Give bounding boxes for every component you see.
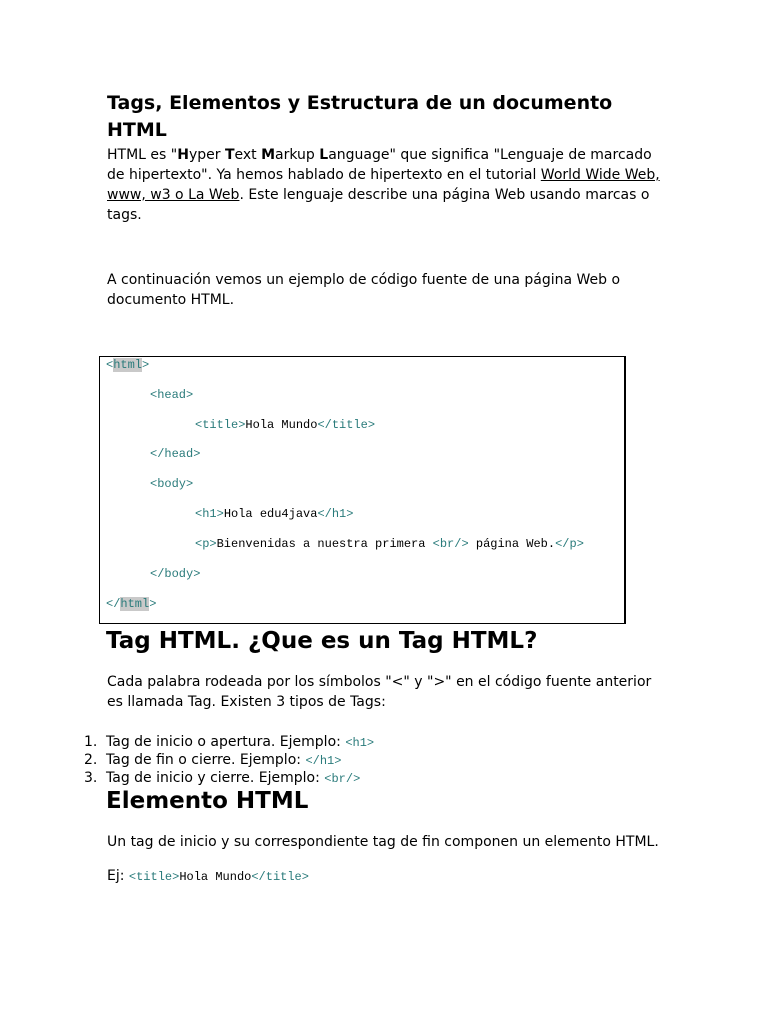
code-line-h1 (195, 507, 353, 521)
code-tag: <body> (150, 477, 194, 491)
code-tag: > (149, 597, 157, 611)
list-code: </h1> (305, 754, 342, 768)
code-line-html-open (106, 358, 149, 372)
intro-paragraph (107, 145, 667, 225)
intro-letter-t: T (224, 147, 235, 163)
tag-types-list (84, 733, 374, 787)
element-example (107, 866, 667, 887)
list-number: 1. (84, 734, 98, 750)
code-tag: </ (106, 597, 121, 611)
intro-text: yper (188, 147, 225, 163)
code-highlight: html (113, 358, 143, 372)
list-code: <h1> (345, 736, 375, 750)
continuation-paragraph: A continuación vemos un ejemplo de código fuente de una página Web o documento HTML. (107, 272, 621, 308)
intro-text: ext (234, 147, 262, 163)
section-heading-elemento-html: Elemento HTML (106, 788, 309, 814)
document-title: Tags, Elementos y Estructura de un documento HTML (107, 92, 613, 141)
code-line-head-open (150, 388, 193, 402)
list-item (84, 733, 374, 751)
list-number: 3. (84, 770, 98, 786)
code-line-body-open (150, 477, 193, 491)
code-tag: <head> (150, 388, 194, 402)
code-tag: </h1> (317, 507, 354, 521)
code-line-p (195, 537, 584, 551)
code-tag: <title> (195, 418, 246, 432)
intro-letter-l: L (319, 147, 329, 163)
example-label: Ej: (107, 868, 129, 884)
intro-text: arkup (275, 147, 320, 163)
code-tag: </head> (150, 447, 201, 461)
code-text: página Web. (468, 537, 556, 551)
code-line-title (195, 418, 375, 432)
code-tag: <h1> (195, 507, 224, 521)
code-line-body-close (150, 567, 200, 581)
intro-letter-m: M (261, 147, 276, 163)
intro-text: HTML es " (107, 147, 178, 163)
code-tag: </p> (555, 537, 584, 551)
code-tag: <p> (195, 537, 217, 551)
code-line-head-close (150, 447, 200, 461)
element-description: Un tag de inicio y su correspondiente tag de fin componen un elemento HTML. (107, 834, 659, 850)
list-number: 2. (84, 752, 98, 768)
code-text: Hola edu4java (223, 507, 318, 521)
code-text: Bienvenidas a nuestra primera (216, 537, 433, 551)
list-item (84, 769, 374, 787)
code-tag: <br/> (432, 537, 469, 551)
code-tag: </body> (150, 567, 201, 581)
list-text: Tag de inicio o apertura. Ejemplo: (106, 734, 346, 750)
code-line-html-close (106, 597, 156, 611)
example-code-text: Hola Mundo (179, 870, 252, 884)
section-heading-tag-html: Tag HTML. ¿Que es un Tag HTML? (106, 628, 538, 654)
list-text: Tag de inicio y cierre. Ejemplo: (106, 770, 325, 786)
tag-description: Cada palabra rodeada por los símbolos "<" y ">" en el código fuente anterior es llamada Tag. Existen 3 tipos de Tags: (107, 674, 652, 710)
list-code: <br/> (324, 772, 361, 786)
code-highlight: html (120, 597, 150, 611)
intro-text: . Este lenguaje describe una página Web usando marcas o tags. (107, 187, 650, 223)
code-tag: </title> (317, 418, 376, 432)
example-code-tag: </title> (251, 870, 309, 884)
example-code-tag: <title> (128, 870, 180, 884)
code-example-box (99, 356, 626, 624)
intro-text: anguage" que significa "Lenguaje de marcado de hipertexto". Ya hemos hablado de hipertexto en el tutorial (107, 147, 652, 183)
code-text: Hola Mundo (245, 418, 318, 432)
list-item (84, 751, 374, 769)
intro-letter-h: H (177, 147, 189, 163)
code-tag: > (142, 358, 150, 372)
world-wide-web-link[interactable]: World Wide Web, www, w3 o La Web (107, 167, 660, 203)
code-tag: < (106, 358, 114, 372)
list-text: Tag de fin o cierre. Ejemplo: (106, 752, 306, 768)
